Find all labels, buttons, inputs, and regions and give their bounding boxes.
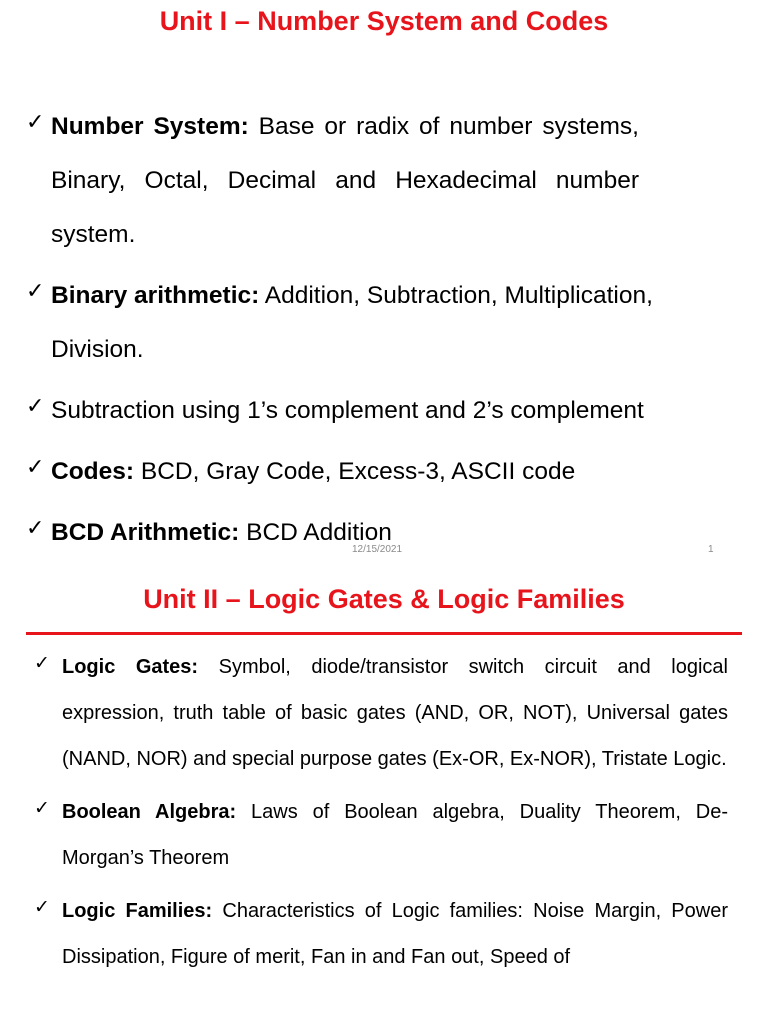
slide-unit-2 xyxy=(0,560,768,1024)
bullet-keyword: Binary arithmetic: xyxy=(51,282,260,309)
bullet-keyword: BCD Arithmetic: xyxy=(51,519,240,546)
bullet-item xyxy=(26,269,666,377)
bullet-item xyxy=(34,888,744,980)
bullet-item xyxy=(26,384,666,438)
title-divider xyxy=(26,632,742,635)
checkmark-icon: ✓ xyxy=(34,653,50,674)
checkmark-icon: ✓ xyxy=(26,515,45,540)
bullet-description: Base or radix of number systems, Binary, Octal, Decimal and Hexadecimal number system. xyxy=(51,113,639,248)
bullet-text xyxy=(62,888,728,980)
bullet-text xyxy=(51,100,639,262)
bullet-text xyxy=(62,789,728,881)
bullet-text xyxy=(51,269,666,377)
slide-title: Unit I – Number System and Codes xyxy=(159,6,609,36)
bullet-text xyxy=(51,384,666,438)
checkmark-icon: ✓ xyxy=(26,278,45,303)
bullet-keyword: Boolean Algebra: xyxy=(62,801,237,823)
checkmark-icon: ✓ xyxy=(34,798,50,819)
bullet-item xyxy=(34,789,744,881)
bullet-description: Characteristics of Logic families: Noise Margin, Power Dissipation, Figure of merit, Fan in and Fan out, Speed of xyxy=(62,900,728,968)
bullet-text xyxy=(51,445,666,499)
slide-title: Unit II – Logic Gates & Logic Families xyxy=(143,584,625,614)
bullet-keyword: Codes: xyxy=(51,458,135,485)
bullet-description: Subtraction using 1’s complement and 2’s complement xyxy=(51,397,644,424)
bullet-list xyxy=(34,644,744,987)
bullet-keyword: Logic Gates: xyxy=(62,656,199,678)
bullet-description: BCD Addition xyxy=(239,519,392,546)
bullet-item xyxy=(26,100,666,262)
bullet-description: Addition, Subtraction, Multiplication, Division. xyxy=(51,282,653,363)
footer-date: 12/15/2021 xyxy=(352,544,403,555)
page-number: 1 xyxy=(708,544,714,555)
checkmark-icon: ✓ xyxy=(26,454,45,479)
checkmark-icon: ✓ xyxy=(34,897,50,918)
bullet-description: Symbol, diode/transistor switch circuit and logical expression, truth table of basic gates (AND, OR, NOT), Universal gates (NAND, NOR) and special purpose gates (Ex-OR, Ex-NOR), Tristate Logic. xyxy=(62,656,728,770)
bullet-keyword: Logic Families: xyxy=(62,900,213,922)
bullet-item xyxy=(34,644,744,782)
bullet-description: BCD, Gray Code, Excess-3, ASCII code xyxy=(134,458,576,485)
checkmark-icon: ✓ xyxy=(26,393,45,418)
bullet-item xyxy=(26,445,666,499)
bullet-keyword: Number System: xyxy=(51,113,249,140)
bullet-description: Laws of Boolean algebra, Duality Theorem, De-Morgan’s Theorem xyxy=(62,801,728,869)
checkmark-icon: ✓ xyxy=(26,109,45,134)
bullet-list xyxy=(26,100,666,567)
bullet-text xyxy=(62,644,728,782)
bullet-item xyxy=(26,506,666,560)
